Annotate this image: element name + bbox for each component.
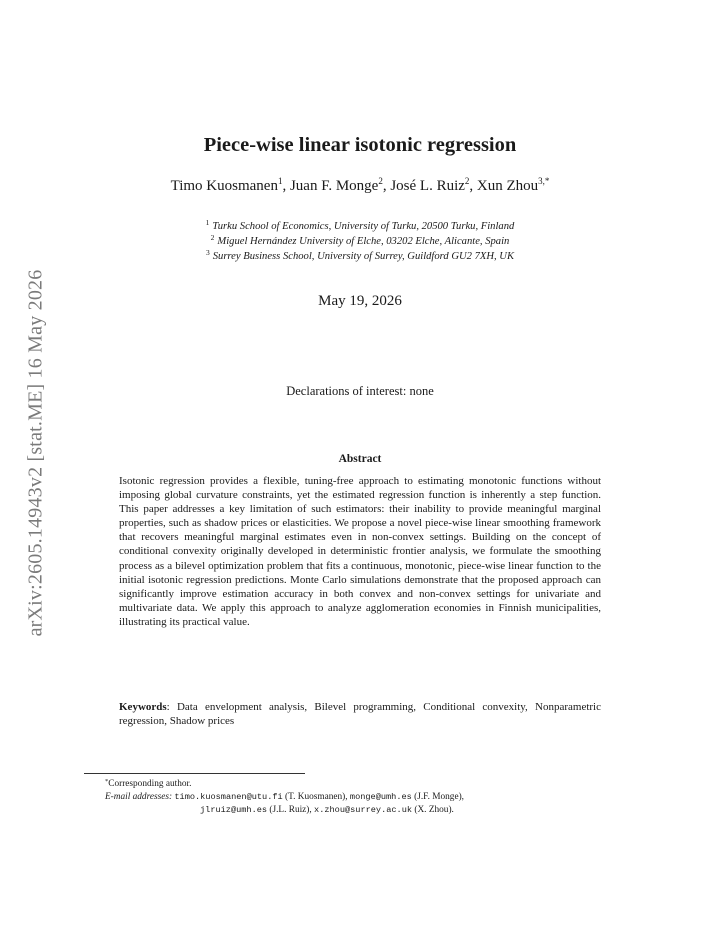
author-affiliation-mark: 2 [464,176,470,186]
affiliation-number: 3 [205,248,210,257]
paper-title: Piece-wise linear isotonic regression [203,134,517,156]
footnote-mark: * [105,778,109,785]
keywords-section [119,700,601,728]
affiliation-line [0,249,720,264]
declaration-of-interest: Declarations of interest: none [286,384,434,398]
author-affiliation-mark: 2 [378,176,383,186]
author-name: Xun Zhou [476,178,539,194]
email-link[interactable]: monge@umh.es [349,792,412,802]
abstract-heading: Abstract [338,453,382,465]
affiliation-number: 1 [205,218,210,227]
email-line [84,791,644,804]
email-link[interactable]: timo.kuosmanen@utu.fi [174,792,283,802]
affiliation-text: Turku School of Economics, University of Turku, 20500 Turku, Finland [212,221,515,232]
corresponding-author-text: Corresponding author. [108,779,192,789]
email-owner: (T. Kuosmanen), [282,792,350,802]
corresponding-author-note [84,778,644,791]
paper-date: May 19, 2026 [318,293,402,309]
affiliation-number: 2 [210,233,215,242]
author-affiliation-mark: 1 [277,176,283,186]
keywords-label: Keywords [119,701,167,713]
affiliation-list [0,219,720,264]
footnote [84,778,644,817]
email-link[interactable]: jlruiz@umh.es [200,805,268,815]
affiliation-line [0,234,720,249]
abstract-body: Isotonic regression provides a flexible, tuning-free approach to estimating monotonic functions without imposing global curvature constraints, yet the estimated regression function is inherently a step function. This paper addresses a key limitation of such estimators: their inability to provide meaningful marginal properties, such as shadow prices or elasticities. We propose a novel piece-wise linear smoothing framework that recovers meaningful marginal estimates even in non-convex settings. Building on the concept of conditional convexity originally developed in deterministic frontier analysis, we formulate the smoothing process as a bilevel optimization problem that fits a continuous, monotonic, piece-wise linear function to the initial isotonic regression predictions. Monte Carlo simulations demonstrate that the proposed approach can significantly improve estimation accuracy in both convex and non-convex settings for univariate and multivariate data. We apply this approach to analyze agglomeration economies in Finnish municipalities, illustrating its practical value. [119,475,601,628]
author-name: José L. Ruiz [390,178,465,194]
author-name: Timo Kuosmanen [170,178,278,194]
affiliation-text: Miguel Hernández University of Elche, 03202 Elche, Alicante, Spain [217,236,510,247]
email-addresses-label: E-mail addresses: [105,792,173,802]
email-link[interactable]: x.zhou@surrey.ac.uk [314,805,413,815]
affiliation-text: Surrey Business School, University of Surrey, Guildford GU2 7XH, UK [212,251,515,262]
keywords-text: : Data envelopment analysis, Bilevel programming, Conditional convexity, Nonparametric regression, Shadow prices [119,701,601,728]
email-owner: (X. Zhou). [412,805,454,815]
author-affiliation-mark: 3,* [538,176,550,186]
footnote-divider [84,773,305,774]
email-owner: (J.F. Monge), [411,792,465,802]
email-owner: (J.L. Ruiz), [267,805,315,815]
affiliation-line [0,219,720,234]
arxiv-identifier-stamp: arXiv:2605.14943v2 [stat.ME] 16 May 2026 [24,269,47,637]
author-name: Juan F. Monge [289,178,379,194]
author-list: Timo Kuosmanen$^1$, Juan F. Monge$^2$, José L. Ruiz$^2$, Xun Zhou$^{3,*}$ [170,176,550,194]
email-line [84,804,644,817]
